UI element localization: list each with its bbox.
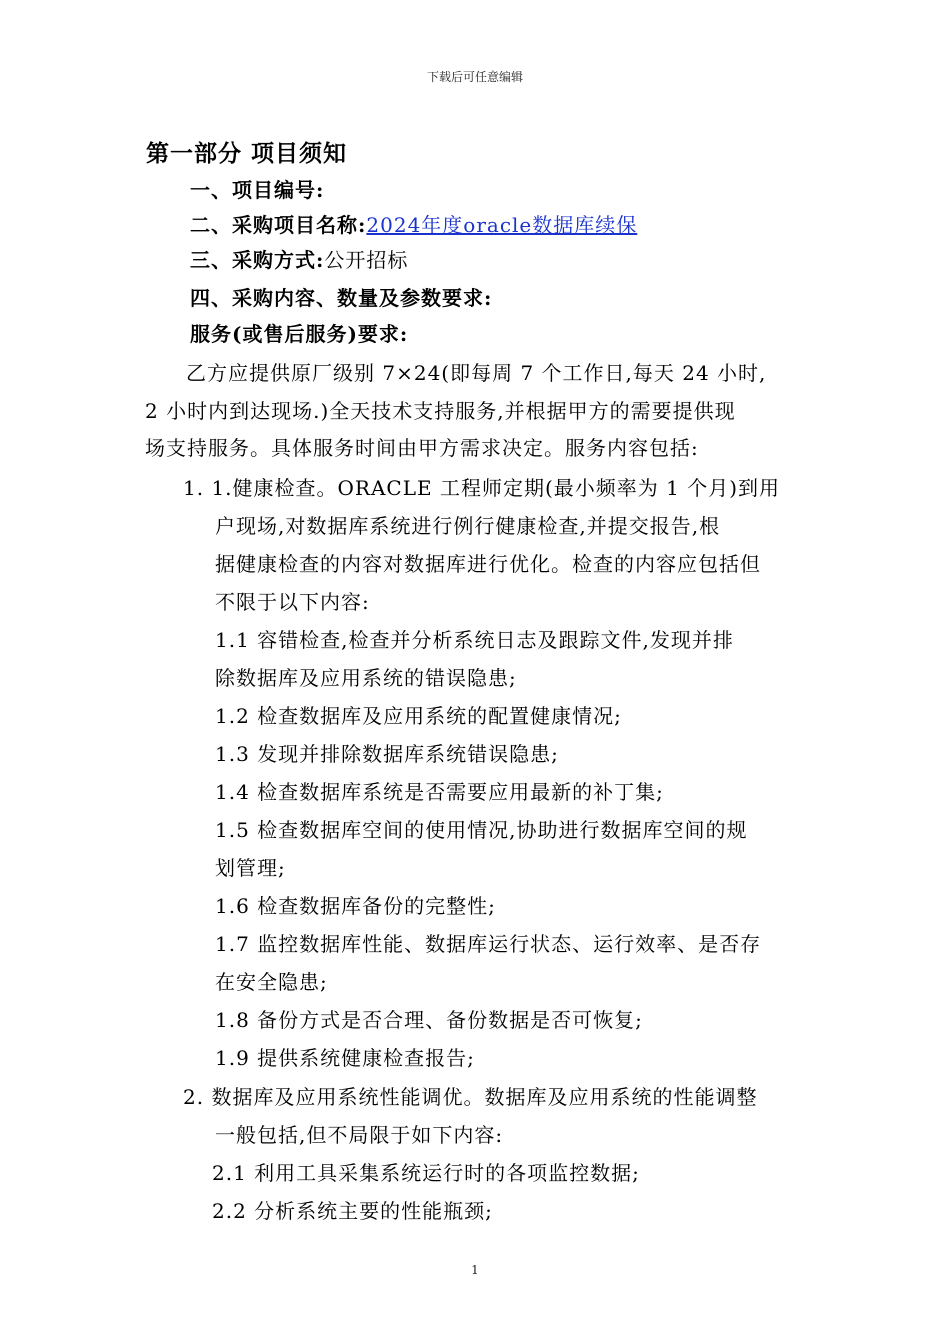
paragraph-line: 2 小时内到达现场.)全天技术支持服务,并根据甲方的需要提供现: [145, 399, 736, 423]
project-name-label: 二、采购项目名称:: [190, 213, 367, 237]
list-item-2: 2. 数据库及应用系统性能调优。数据库及应用系统的性能调整: [183, 1085, 758, 1109]
paragraph-line: 场支持服务。具体服务时间由甲方需求决定。服务内容包括:: [145, 436, 699, 460]
heading-project-name: [190, 213, 637, 237]
heading-procurement-method: [190, 248, 408, 272]
page-number: 1: [471, 1263, 479, 1277]
sub-item-2-2: 2.2 分析系统主要的性能瓶颈;: [212, 1199, 493, 1223]
heading-service: 服务(或售后服务)要求:: [190, 322, 409, 346]
sub-item-1-5: 1.5 检查数据库空间的使用情况,协助进行数据库空间的规: [215, 818, 748, 842]
list-item-1-cont: 户现场,对数据库系统进行例行健康检查,并提交报告,根: [215, 514, 721, 538]
paragraph-line: 乙方应提供原厂级别 7×24(即每周 7 个工作日,每天 24 小时,: [186, 361, 767, 385]
sub-item-1-3: 1.3 发现并排除数据库系统错误隐患;: [215, 742, 559, 766]
sub-item-1-2: 1.2 检查数据库及应用系统的配置健康情况;: [215, 704, 622, 728]
sub-item-1-6: 1.6 检查数据库备份的完整性;: [215, 894, 496, 918]
list-item-1-cont: 据健康检查的内容对数据库进行优化。检查的内容应包括但: [215, 552, 761, 576]
sub-item-1-5-cont: 划管理;: [215, 856, 286, 880]
project-name-link[interactable]: 2024年度oracle数据库续保: [366, 213, 638, 237]
sub-item-1-9: 1.9 提供系统健康检查报告;: [215, 1046, 475, 1070]
heading-content: 四、采购内容、数量及参数要求:: [190, 286, 493, 310]
list-item-2-cont: 一般包括,但不局限于如下内容:: [215, 1123, 504, 1147]
sub-item-2-1: 2.1 利用工具采集系统运行时的各项监控数据;: [212, 1161, 640, 1185]
sub-item-1-8: 1.8 备份方式是否合理、备份数据是否可恢复;: [215, 1008, 643, 1032]
sub-item-1-1-cont: 除数据库及应用系统的错误隐患;: [215, 666, 517, 690]
list-item-1: 1. 1.健康检查。ORACLE 工程师定期(最小频率为 1 个月)到用: [183, 476, 781, 500]
sub-item-1-7: 1.7 监控数据库性能、数据库运行状态、运行效率、是否存: [215, 932, 762, 956]
list-item-1-cont: 不限于以下内容:: [215, 590, 370, 614]
page-header: 下载后可任意编辑: [426, 70, 523, 84]
sub-item-1-7-cont: 在安全隐患;: [215, 970, 328, 994]
heading-project-number: 一、项目编号:: [190, 178, 325, 202]
method-label: 三、采购方式:: [190, 248, 325, 272]
method-value: 公开招标: [324, 248, 409, 272]
section-title: 第一部分 项目须知: [146, 140, 348, 167]
sub-item-1-1: 1.1 容错检查,检查并分析系统日志及跟踪文件,发现并排: [215, 628, 734, 652]
sub-item-1-4: 1.4 检查数据库系统是否需要应用最新的补丁集;: [215, 780, 664, 804]
